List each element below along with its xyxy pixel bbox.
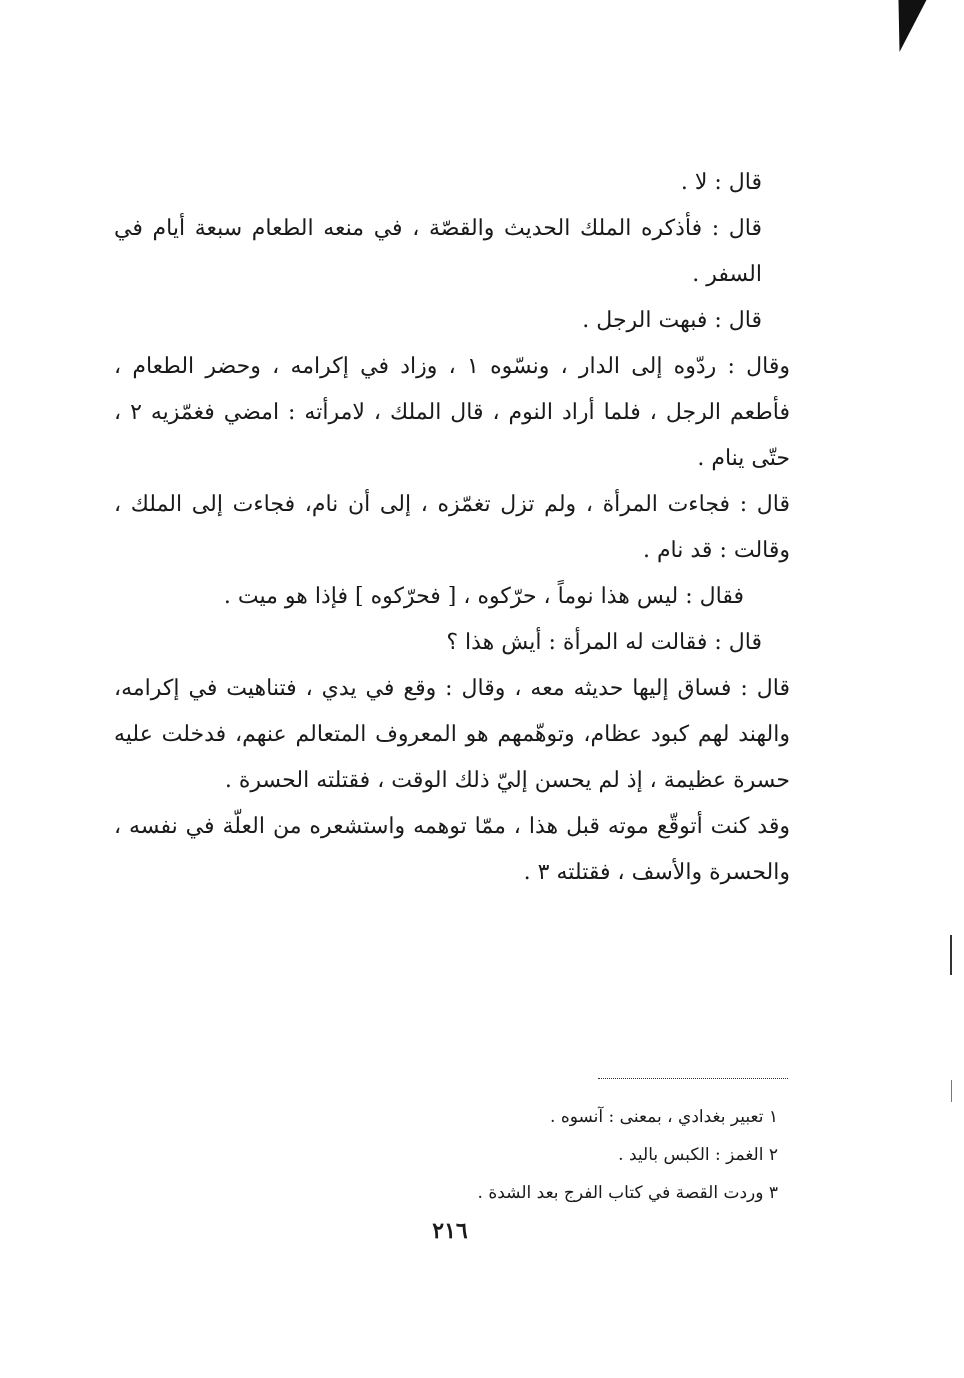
paragraph: قال : لا . [680,170,762,195]
footnote: ٣ وردت القصة في كتاب الفرج بعد الشدة . [477,1183,778,1203]
paragraph: قال : فقالت له المرأة : أيش هذا ؟ [446,630,762,655]
paragraph: فقال : ليس هذا نوماً ، حرّكوه ، [ فحرّكوه ] فإذا هو ميت . [223,584,744,609]
page-number: ٢١٦ [432,1218,468,1244]
main-text [114,160,790,896]
footnote: ١ تعبير بغدادي ، بمعنى : آنسوه . [550,1107,778,1127]
paragraph: قال : فساق إليها حديثه معه ، وقال : وقع في يدي ، فتناهيت في إكرامه، والهند لهم كبود عظام، وتوهّمهم هو المعروف المتعالم عنهم، فدخلت عليه حسرة عظيمة ، إذ لم يحسن إليّ ذلك الوقت ، فقتلته الحسرة . [114,676,790,793]
paragraph: قال : فبهت الرجل . [582,308,762,333]
paragraph: قال : فأذكره الملك الحديث والقصّة ، في منعه الطعام سبعة أيام في السفر . [114,216,762,287]
corner-mark [886,0,927,52]
footnote: ٢ الغمز : الكبس باليد . [618,1145,778,1165]
paragraph: وقد كنت أتوقّع موته قبل هذا ، ممّا توهمه واستشعره من العلّة في نفسه ، والحسرة والأسف ، فقتلته ٣ . [114,814,790,885]
paragraph: وقال : ردّوه إلى الدار ، ونسّوه ١ ، وزاد في إكرامه ، وحضر الطعام ، فأطعم الرجل ، فلما أراد النوم ، قال الملك ، لامرأته : امضي فغمّزيه ٢ ، حتّى ينام . [114,354,791,471]
edge-mark [950,935,952,975]
edge-mark [951,1080,952,1102]
footnote-divider [598,1078,788,1079]
paragraph: قال : فجاءت المرأة ، ولم تزل تغمّزه ، إلى أن نام، فجاءت إلى الملك ، وقالت : قد نام . [114,492,790,563]
footnotes [258,1098,778,1212]
